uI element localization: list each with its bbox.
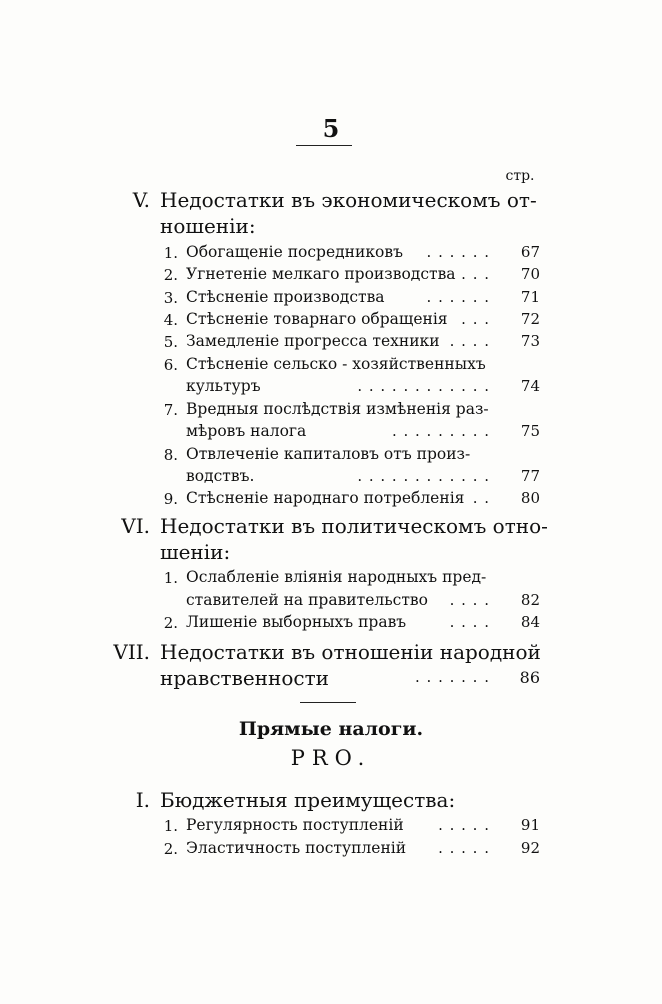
toc-item-text: культуръ xyxy=(186,377,261,395)
toc-item-text: Лишеніе выборныхъ правъ xyxy=(186,613,407,631)
toc-page-number: 84 xyxy=(520,613,540,631)
toc-page-number: 86 xyxy=(519,668,540,687)
pro-heading: PRO. xyxy=(290,746,372,770)
toc-leader-dots: . . . . . xyxy=(438,839,490,857)
toc-item-text: Регулярность поступленій xyxy=(186,816,404,834)
toc-leader-dots: . . . . xyxy=(449,332,490,350)
section-v-title-line2: ношеніи: xyxy=(160,214,256,238)
toc-item-text-line1: Отвлеченіе капиталовъ отъ произ- xyxy=(186,445,471,463)
toc-page-number: 77 xyxy=(520,467,540,485)
toc-leader-dots: . . xyxy=(472,489,490,507)
section-vii-numeral: VII. xyxy=(113,640,150,664)
section-divider xyxy=(300,702,356,703)
toc-item-text: Обогащеніе посредниковъ xyxy=(186,243,403,261)
toc-page-number: 73 xyxy=(520,332,540,350)
toc-leader-dots: . . . . . xyxy=(438,816,490,834)
toc-item-number: 1. xyxy=(163,569,178,587)
section-vi-numeral: VI. xyxy=(121,514,150,538)
toc-item-text: Стѣсненіе народнаго потребленія xyxy=(186,489,465,507)
toc-item-number: 2. xyxy=(163,266,178,284)
toc-item-text: Стѣсненіе производства xyxy=(186,288,385,306)
section-vi-title-line1: Недостатки въ политическомъ отно- xyxy=(160,514,548,538)
header-rule xyxy=(296,145,352,146)
toc-item-text-line1: Ослабленіе вліянія народныхъ пред- xyxy=(186,568,487,586)
toc-leader-dots: . . . . . . . . . . . . xyxy=(357,377,490,395)
toc-page-number: 92 xyxy=(520,839,540,857)
toc-leader-dots: . . . . . . . . . xyxy=(391,422,490,440)
toc-page-number: 91 xyxy=(520,816,540,834)
toc-leader-dots: . . . . xyxy=(449,591,490,609)
toc-item-text: водствъ. xyxy=(186,467,255,485)
direct-taxes-heading: Прямые налоги. xyxy=(238,718,424,740)
toc-item-number: 2. xyxy=(163,614,178,632)
toc-item-text: Эластичность поступленій xyxy=(186,839,407,857)
toc-page-number: 70 xyxy=(520,265,540,283)
toc-page-number: 75 xyxy=(520,422,540,440)
toc-page-number: 82 xyxy=(520,591,540,609)
toc-item-number: 3. xyxy=(163,289,178,307)
toc-leader-dots: . . . . . . xyxy=(426,243,490,261)
toc-item-number: 2. xyxy=(163,840,178,858)
toc-page-number: 72 xyxy=(520,310,540,328)
toc-leader-dots: . . . . . . . xyxy=(415,668,490,686)
toc-item-text: мѣровъ налога xyxy=(186,422,307,440)
toc-item-text: ставителей на правительство xyxy=(186,591,428,609)
section-i-numeral: I. xyxy=(135,788,150,812)
toc-item-text: Замедленіе прогресса техники xyxy=(186,332,440,350)
toc-item-text-line1: Стѣсненіе сельско - хозяйственныхъ xyxy=(186,355,486,373)
toc-leader-dots: . . . . . . . . . . . . xyxy=(357,467,490,485)
toc-page-number: 67 xyxy=(520,243,540,261)
toc-item-text-line1: Вредныя послѣдствія измѣненія раз- xyxy=(186,400,489,418)
toc-item-text: Стѣсненіе товарнаго обращенія xyxy=(186,310,448,328)
toc-item-number: 5. xyxy=(163,333,178,351)
toc-item-number: 7. xyxy=(163,401,178,419)
toc-leader-dots: . . . xyxy=(461,310,490,328)
page-column-header: стр. xyxy=(505,168,535,184)
toc-item-number: 1. xyxy=(163,244,178,262)
toc-page-number: 74 xyxy=(520,377,540,395)
toc-item-number: 8. xyxy=(163,446,178,464)
toc-leader-dots: . . . xyxy=(461,265,490,283)
section-v-numeral: V. xyxy=(132,188,150,212)
section-i-title: Бюджетныя преимущества: xyxy=(160,788,456,812)
toc-item-text: Угнетеніе мелкаго производства xyxy=(186,265,456,283)
toc-item-number: 4. xyxy=(163,311,178,329)
toc-leader-dots: . . . . . . xyxy=(426,288,490,306)
section-vii-title-line1: Недостатки въ отношеніи народной xyxy=(160,640,541,664)
toc-item-number: 1. xyxy=(163,817,178,835)
section-vi-title-line2: шеніи: xyxy=(160,540,231,564)
toc-page-number: 80 xyxy=(520,489,540,507)
toc-leader-dots: . . . . xyxy=(449,613,490,631)
section-vii-title-line2: нравственности xyxy=(160,666,329,690)
toc-item-number: 9. xyxy=(163,490,178,508)
page-number: 5 xyxy=(322,114,340,143)
toc-item-number: 6. xyxy=(163,356,178,374)
section-v-title-line1: Недостатки въ экономическомъ от- xyxy=(160,188,537,212)
toc-page-number: 71 xyxy=(520,288,540,306)
